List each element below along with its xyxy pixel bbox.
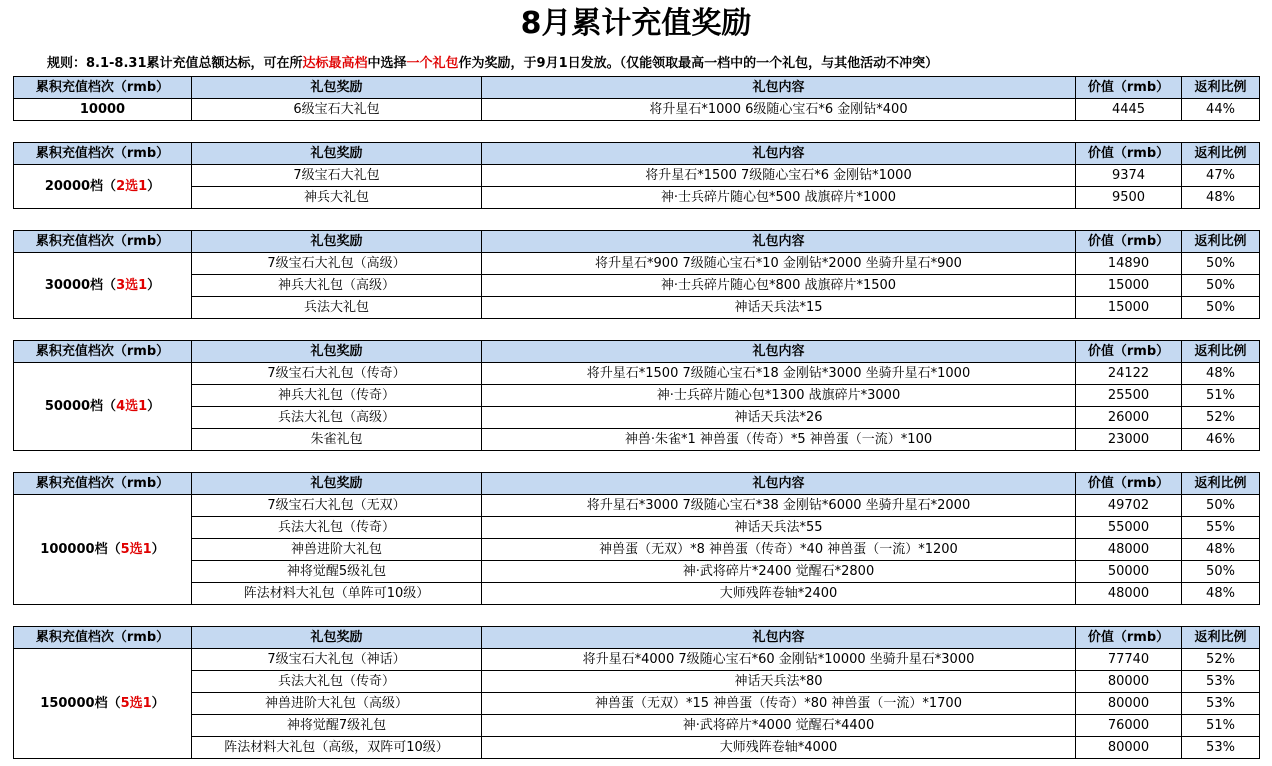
gift-content-cell: 大师残阵卷轴*4000 — [482, 737, 1076, 759]
table-row — [14, 517, 1260, 539]
gift-content-cell: 神兽·朱雀*1 神兽蛋（传奇）*5 神兽蛋（一流）*100 — [482, 429, 1076, 451]
gift-content-cell: 将升星石*1500 7级随心宝石*18 金刚钻*3000 坐骑升星石*1000 — [482, 363, 1076, 385]
gift-content-cell: 神·士兵碎片随心包*1300 战旗碎片*3000 — [482, 385, 1076, 407]
gift-content-cell: 神话天兵法*80 — [482, 671, 1076, 693]
gift-name-cell: 7级宝石大礼包（无双） — [192, 495, 482, 517]
tier-level-suffix: ） — [147, 277, 161, 293]
rebate-ratio-cell: 46% — [1182, 429, 1260, 451]
rebate-ratio-cell: 50% — [1182, 275, 1260, 297]
tier-level-label: 50000档（ — [44, 398, 117, 414]
gift-value-cell: 25500 — [1076, 385, 1182, 407]
table-row — [14, 429, 1260, 451]
rebate-ratio-cell: 52% — [1182, 649, 1260, 671]
gift-name-cell: 7级宝石大礼包（神话） — [192, 649, 482, 671]
table-row — [14, 99, 1260, 121]
header-ratio: 返利比例 — [1182, 143, 1260, 165]
gift-content-cell: 神兽蛋（无双）*8 神兽蛋（传奇）*40 神兽蛋（一流）*1200 — [482, 539, 1076, 561]
table-row — [14, 165, 1260, 187]
table-row — [14, 363, 1260, 385]
rebate-ratio-cell: 44% — [1182, 99, 1260, 121]
header-gift: 礼包奖励 — [192, 143, 482, 165]
gift-name-cell: 6级宝石大礼包 — [192, 99, 482, 121]
tier-level-cell — [14, 165, 192, 209]
header-gift: 礼包奖励 — [192, 627, 482, 649]
rebate-ratio-cell: 47% — [1182, 165, 1260, 187]
header-gift: 礼包奖励 — [192, 231, 482, 253]
gift-value-cell: 80000 — [1076, 737, 1182, 759]
header-tier-level: 累积充值档次（rmb） — [14, 143, 192, 165]
header-ratio: 返利比例 — [1182, 341, 1260, 363]
gift-content-cell: 神话天兵法*15 — [482, 297, 1076, 319]
table-row — [14, 561, 1260, 583]
gift-name-cell: 兵法大礼包（传奇） — [192, 517, 482, 539]
tier-level-suffix: ） — [147, 398, 161, 414]
table-row — [14, 583, 1260, 605]
tier-table — [13, 626, 1260, 759]
gift-name-cell: 神将觉醒7级礼包 — [192, 715, 482, 737]
tier-level-cell — [14, 99, 192, 121]
gift-content-cell: 将升星石*900 7级随心宝石*10 金刚钻*2000 坐骑升星石*900 — [482, 253, 1076, 275]
tier-choice-count: 3选1 — [116, 277, 148, 293]
header-content: 礼包内容 — [482, 627, 1076, 649]
rebate-ratio-cell: 50% — [1182, 253, 1260, 275]
tier-level-label: 20000档（ — [44, 178, 117, 194]
table-header-row — [14, 143, 1260, 165]
header-ratio: 返利比例 — [1182, 231, 1260, 253]
gift-name-cell: 神兽进阶大礼包 — [192, 539, 482, 561]
gift-name-cell: 7级宝石大礼包 — [192, 165, 482, 187]
header-ratio: 返利比例 — [1182, 473, 1260, 495]
table-row — [14, 539, 1260, 561]
gift-content-cell: 将升星石*1000 6级随心宝石*6 金刚钻*400 — [482, 99, 1076, 121]
rule-highlight-highest-tier: 达标最高档 — [302, 56, 368, 71]
header-gift: 礼包奖励 — [192, 473, 482, 495]
header-content: 礼包内容 — [482, 77, 1076, 99]
tier-level-label: 10000 — [79, 101, 126, 117]
tier-level-cell — [14, 253, 192, 319]
table-row — [14, 407, 1260, 429]
header-gift: 礼包奖励 — [192, 341, 482, 363]
header-value: 价值（rmb） — [1076, 143, 1182, 165]
tier-table — [13, 76, 1260, 121]
gift-value-cell: 80000 — [1076, 671, 1182, 693]
gift-content-cell: 大师残阵卷轴*2400 — [482, 583, 1076, 605]
gift-value-cell: 24122 — [1076, 363, 1182, 385]
gift-value-cell: 48000 — [1076, 539, 1182, 561]
header-ratio: 返利比例 — [1182, 627, 1260, 649]
rebate-ratio-cell: 48% — [1182, 539, 1260, 561]
gift-name-cell: 朱雀礼包 — [192, 429, 482, 451]
table-header-row — [14, 77, 1260, 99]
gift-value-cell: 23000 — [1076, 429, 1182, 451]
header-value: 价值（rmb） — [1076, 627, 1182, 649]
header-gift: 礼包奖励 — [192, 77, 482, 99]
gift-value-cell: 50000 — [1076, 561, 1182, 583]
gift-value-cell: 4445 — [1076, 99, 1182, 121]
tier-level-label: 150000档（ — [40, 695, 121, 711]
tier-choice-count: 5选1 — [120, 541, 152, 557]
gift-value-cell: 14890 — [1076, 253, 1182, 275]
tier-level-cell — [14, 495, 192, 605]
header-tier-level: 累积充值档次（rmb） — [14, 341, 192, 363]
rebate-ratio-cell: 52% — [1182, 407, 1260, 429]
gift-name-cell: 兵法大礼包 — [192, 297, 482, 319]
header-value: 价值（rmb） — [1076, 341, 1182, 363]
gift-value-cell: 48000 — [1076, 583, 1182, 605]
rule-part-2: 中选择 — [367, 56, 407, 71]
gift-name-cell: 阵法材料大礼包（单阵可10级） — [192, 583, 482, 605]
header-value: 价值（rmb） — [1076, 473, 1182, 495]
table-header-row — [14, 473, 1260, 495]
gift-name-cell: 7级宝石大礼包（传奇） — [192, 363, 482, 385]
table-row — [14, 693, 1260, 715]
gift-value-cell: 26000 — [1076, 407, 1182, 429]
rebate-ratio-cell: 53% — [1182, 671, 1260, 693]
table-header-row — [14, 231, 1260, 253]
gift-name-cell: 神兵大礼包（高级） — [192, 275, 482, 297]
table-header-row — [14, 341, 1260, 363]
header-tier-level: 累积充值档次（rmb） — [14, 627, 192, 649]
tier-table — [13, 230, 1260, 319]
gift-content-cell: 将升星石*1500 7级随心宝石*6 金刚钻*1000 — [482, 165, 1076, 187]
header-tier-level: 累积充值档次（rmb） — [14, 473, 192, 495]
table-row — [14, 649, 1260, 671]
gift-content-cell: 神兽蛋（无双）*15 神兽蛋（传奇）*80 神兽蛋（一流）*1700 — [482, 693, 1076, 715]
gift-name-cell: 神兽进阶大礼包（高级） — [192, 693, 482, 715]
table-row — [14, 715, 1260, 737]
gift-value-cell: 49702 — [1076, 495, 1182, 517]
header-value: 价值（rmb） — [1076, 77, 1182, 99]
table-row — [14, 275, 1260, 297]
tier-level-suffix: ） — [151, 695, 165, 711]
table-row — [14, 671, 1260, 693]
gift-value-cell: 55000 — [1076, 517, 1182, 539]
header-tier-level: 累积充值档次（rmb） — [14, 231, 192, 253]
gift-name-cell: 神兵大礼包（传奇） — [192, 385, 482, 407]
gift-name-cell: 7级宝石大礼包（高级） — [192, 253, 482, 275]
rebate-ratio-cell: 51% — [1182, 385, 1260, 407]
tier-level-cell — [14, 649, 192, 759]
rebate-ratio-cell: 50% — [1182, 495, 1260, 517]
tier-choice-count: 4选1 — [116, 398, 148, 414]
gift-value-cell: 80000 — [1076, 693, 1182, 715]
gift-name-cell: 兵法大礼包（高级） — [192, 407, 482, 429]
tier-level-suffix: ） — [151, 541, 165, 557]
header-ratio: 返利比例 — [1182, 77, 1260, 99]
header-content: 礼包内容 — [482, 473, 1076, 495]
header-content: 礼包内容 — [482, 341, 1076, 363]
gift-value-cell: 15000 — [1076, 275, 1182, 297]
rebate-ratio-cell: 55% — [1182, 517, 1260, 539]
rules-text — [47, 55, 938, 73]
gift-name-cell: 阵法材料大礼包（高级，双阵可10级） — [192, 737, 482, 759]
table-row — [14, 495, 1260, 517]
tier-choice-count: 2选1 — [116, 178, 148, 194]
gift-value-cell: 77740 — [1076, 649, 1182, 671]
gift-content-cell: 神·士兵碎片随心包*800 战旗碎片*1500 — [482, 275, 1076, 297]
tier-level-label: 100000档（ — [40, 541, 121, 557]
table-row — [14, 737, 1260, 759]
rebate-ratio-cell: 50% — [1182, 561, 1260, 583]
table-header-row — [14, 627, 1260, 649]
gift-content-cell: 将升星石*4000 7级随心宝石*60 金刚钻*10000 坐骑升星石*3000 — [482, 649, 1076, 671]
gift-value-cell: 9374 — [1076, 165, 1182, 187]
rebate-ratio-cell: 50% — [1182, 297, 1260, 319]
gift-name-cell: 神兵大礼包 — [192, 187, 482, 209]
tier-table — [13, 340, 1260, 451]
gift-content-cell: 神话天兵法*55 — [482, 517, 1076, 539]
tier-level-label: 30000档（ — [44, 277, 117, 293]
rule-part-3: 作为奖励，于9月1日发放。（仅能领取最高一档中的一个礼包，与其他活动不冲突） — [458, 56, 939, 71]
gift-value-cell: 9500 — [1076, 187, 1182, 209]
gift-content-cell: 神·士兵碎片随心包*500 战旗碎片*1000 — [482, 187, 1076, 209]
rebate-ratio-cell: 53% — [1182, 737, 1260, 759]
gift-value-cell: 15000 — [1076, 297, 1182, 319]
rebate-ratio-cell: 48% — [1182, 583, 1260, 605]
rebate-ratio-cell: 53% — [1182, 693, 1260, 715]
rule-highlight-one-gift: 一个礼包 — [406, 56, 459, 71]
rule-part-1: 规则：8.1-8.31累计充值总额达标，可在所 — [47, 56, 303, 71]
gift-content-cell: 将升星石*3000 7级随心宝石*38 金刚钻*6000 坐骑升星石*2000 — [482, 495, 1076, 517]
page-title: 8月累计充值奖励 — [520, 6, 752, 41]
gift-content-cell: 神·武将碎片*2400 觉醒石*2800 — [482, 561, 1076, 583]
gift-content-cell: 神话天兵法*26 — [482, 407, 1076, 429]
header-value: 价值（rmb） — [1076, 231, 1182, 253]
gift-content-cell: 神·武将碎片*4000 觉醒石*4400 — [482, 715, 1076, 737]
header-content: 礼包内容 — [482, 231, 1076, 253]
table-row — [14, 253, 1260, 275]
header-tier-level: 累积充值档次（rmb） — [14, 77, 192, 99]
header-content: 礼包内容 — [482, 143, 1076, 165]
gift-value-cell: 76000 — [1076, 715, 1182, 737]
tier-level-suffix: ） — [147, 178, 161, 194]
rebate-ratio-cell: 48% — [1182, 187, 1260, 209]
tier-table — [13, 142, 1260, 209]
table-row — [14, 187, 1260, 209]
gift-name-cell: 神将觉醒5级礼包 — [192, 561, 482, 583]
table-row — [14, 297, 1260, 319]
tier-choice-count: 5选1 — [120, 695, 152, 711]
tier-table — [13, 472, 1260, 605]
rebate-ratio-cell: 51% — [1182, 715, 1260, 737]
gift-name-cell: 兵法大礼包（传奇） — [192, 671, 482, 693]
table-row — [14, 385, 1260, 407]
tier-level-cell — [14, 363, 192, 451]
rebate-ratio-cell: 48% — [1182, 363, 1260, 385]
